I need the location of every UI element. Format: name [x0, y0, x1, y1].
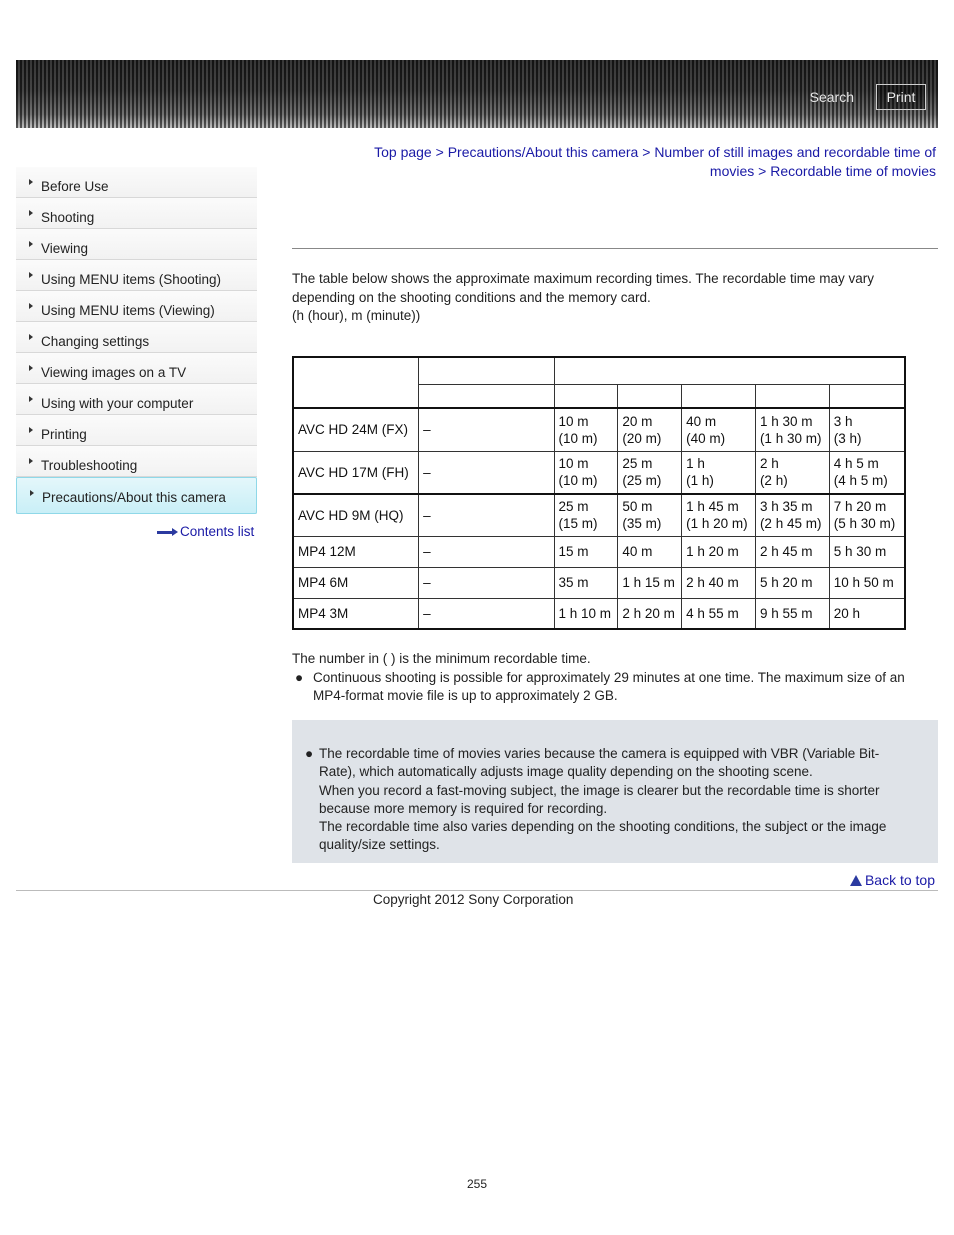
intro-units: (h (hour), m (minute)): [292, 308, 421, 323]
format-cell: AVC HD 24M (FX): [293, 408, 419, 451]
dash-cell: –: [419, 536, 554, 567]
note-box: [292, 720, 938, 863]
time-cell: 35 m: [554, 567, 618, 598]
sidebar-item-menu-viewing[interactable]: Using MENU items (Viewing): [16, 291, 257, 322]
min-time-note: The number in ( ) is the minimum recordable time.: [292, 651, 591, 666]
time-cell: 25 m (15 m): [554, 494, 618, 536]
time-cell: 20 h: [829, 598, 905, 629]
breadcrumb-separator: >: [758, 163, 767, 179]
dash-cell: –: [419, 494, 554, 536]
time-cell: 1 h 15 m: [618, 567, 682, 598]
time-cell: 25 m (25 m): [618, 451, 682, 494]
fast-subject-note: When you record a fast-moving subject, the image is clearer but the recordable time is shorter because more memory is required for recording.: [319, 782, 880, 816]
back-to-top-label: Back to top: [864, 872, 935, 888]
title-divider: [292, 248, 938, 249]
triangle-right-icon: [29, 427, 33, 433]
table-header-cell: [755, 384, 829, 408]
triangle-right-icon: [29, 179, 33, 185]
dash-cell: –: [419, 598, 554, 629]
time-cell: 1 h (1 h): [682, 451, 756, 494]
back-to-top-link[interactable]: [850, 872, 935, 888]
time-cell: 5 h 30 m: [829, 536, 905, 567]
time-cell: 20 m (20 m): [618, 408, 682, 451]
time-cell: 4 h 55 m: [682, 598, 756, 629]
list-item: [302, 745, 912, 855]
bullet-icon: ●: [295, 669, 304, 685]
sidebar-nav: [16, 167, 257, 514]
triangle-right-icon: [29, 396, 33, 402]
search-link[interactable]: Search: [809, 89, 854, 105]
table-header-cell: [682, 384, 756, 408]
time-cell: 40 m (40 m): [682, 408, 756, 451]
sidebar-item-precautions[interactable]: Precautions/About this camera: [16, 477, 257, 514]
breadcrumb-number-of-images[interactable]: Number of still images and recordable time of movies: [654, 144, 936, 179]
table-notes: [292, 650, 932, 706]
breadcrumb-top-page[interactable]: Top page: [374, 144, 432, 160]
triangle-right-icon: [29, 241, 33, 247]
breadcrumb-separator: >: [435, 144, 444, 160]
table-header-cell: [554, 357, 905, 384]
time-cell: 40 m: [618, 536, 682, 567]
table-row: [293, 567, 905, 598]
triangle-right-icon: [29, 272, 33, 278]
table-row: [293, 598, 905, 629]
intro-line: The table below shows the approximate maximum recording times. The recordable time may vary depending on the shooting conditions and the memory card.: [292, 271, 874, 305]
header-bar: [16, 60, 938, 128]
time-cell: 50 m (35 m): [618, 494, 682, 536]
table-header-row: [293, 357, 905, 384]
sidebar-item-viewing[interactable]: Viewing: [16, 229, 257, 260]
footer-divider: [16, 890, 938, 891]
table-row: [293, 451, 905, 494]
table-header-cell: [554, 384, 618, 408]
sidebar-item-viewing-tv[interactable]: Viewing images on a TV: [16, 353, 257, 384]
dash-cell: –: [419, 567, 554, 598]
breadcrumb-recordable-time[interactable]: Recordable time of movies: [770, 163, 936, 179]
table-header-cell: [618, 384, 682, 408]
copyright: Copyright 2012 Sony Corporation: [373, 892, 574, 907]
continuous-shooting-note: Continuous shooting is possible for approximately 29 minutes at one time. The maximum size of an MP4-format movie file is up to approximately 2 GB.: [313, 669, 905, 703]
triangle-right-icon: [29, 365, 33, 371]
list-item: [292, 669, 932, 706]
dash-cell: –: [419, 451, 554, 494]
table-row: [293, 408, 905, 451]
triangle-right-icon: [29, 303, 33, 309]
time-cell: 2 h (2 h): [755, 451, 829, 494]
table-header-cell: [419, 384, 554, 408]
sidebar-item-before-use[interactable]: Before Use: [16, 167, 257, 198]
contents-list-label: Contents list: [180, 524, 255, 539]
conditions-note: The recordable time also varies depending on the shooting conditions, the subject or the image quality/size settings.: [319, 819, 887, 853]
table-header-cell: [419, 357, 554, 384]
breadcrumb-precautions[interactable]: Precautions/About this camera: [447, 144, 639, 160]
breadcrumb: [336, 143, 936, 181]
breadcrumb-separator: >: [642, 144, 651, 160]
triangle-up-icon: [850, 875, 862, 886]
time-cell: 2 h 45 m: [755, 536, 829, 567]
arrow-right-icon: [157, 527, 179, 537]
format-cell: MP4 12M: [293, 536, 419, 567]
time-cell: 9 h 55 m: [755, 598, 829, 629]
dash-cell: –: [419, 408, 554, 451]
triangle-right-icon: [29, 210, 33, 216]
format-cell: MP4 3M: [293, 598, 419, 629]
bullet-icon: ●: [305, 746, 314, 761]
time-cell: 2 h 20 m: [618, 598, 682, 629]
time-cell: 1 h 45 m (1 h 20 m): [682, 494, 756, 536]
triangle-right-icon: [29, 458, 33, 464]
time-cell: 15 m: [554, 536, 618, 567]
sidebar-item-printing[interactable]: Printing: [16, 415, 257, 446]
vbr-note: The recordable time of movies varies because the camera is equipped with VBR (Variable Bit-Rate), which automatically adjusts image quality depending on the shooting scene.: [319, 746, 880, 780]
time-cell: 2 h 40 m: [682, 567, 756, 598]
format-cell: AVC HD 9M (HQ): [293, 494, 419, 536]
recordable-time-table: [292, 356, 906, 630]
time-cell: 3 h (3 h): [829, 408, 905, 451]
time-cell: 5 h 20 m: [755, 567, 829, 598]
contents-list-link[interactable]: [157, 524, 254, 539]
time-cell: 1 h 10 m: [554, 598, 618, 629]
table-header-cell: [829, 384, 905, 408]
time-cell: 10 m (10 m): [554, 408, 618, 451]
time-cell: 1 h 30 m (1 h 30 m): [755, 408, 829, 451]
sidebar-item-troubleshooting[interactable]: Troubleshooting: [16, 446, 257, 477]
triangle-right-icon: [30, 490, 34, 496]
page-number: 255: [466, 1177, 488, 1191]
time-cell: 10 m (10 m): [554, 451, 618, 494]
time-cell: 4 h 5 m (4 h 5 m): [829, 451, 905, 494]
print-button[interactable]: Print: [876, 84, 926, 110]
table-row: [293, 536, 905, 567]
sidebar-item-changing-settings[interactable]: Changing settings: [16, 322, 257, 353]
sidebar-item-computer[interactable]: Using with your computer: [16, 384, 257, 415]
table-header-cell: [293, 357, 419, 408]
time-cell: 1 h 20 m: [682, 536, 756, 567]
time-cell: 10 h 50 m: [829, 567, 905, 598]
time-cell: 7 h 20 m (5 h 30 m): [829, 494, 905, 536]
sidebar-item-menu-shooting[interactable]: Using MENU items (Shooting): [16, 260, 257, 291]
sidebar-item-shooting[interactable]: Shooting: [16, 198, 257, 229]
triangle-right-icon: [29, 334, 33, 340]
intro-text: [292, 270, 932, 326]
time-cell: 3 h 35 m (2 h 45 m): [755, 494, 829, 536]
format-cell: AVC HD 17M (FH): [293, 451, 419, 494]
table-row: [293, 494, 905, 536]
format-cell: MP4 6M: [293, 567, 419, 598]
